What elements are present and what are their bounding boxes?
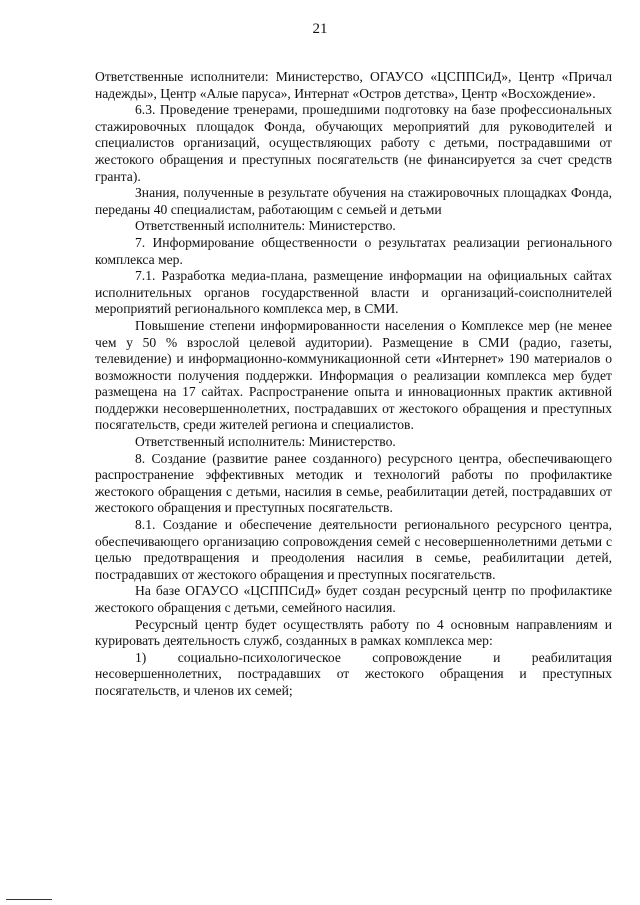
paragraph-resource-center-directions: Ресурсный центр будет осуществлять работу по 4 основным направлениям и курировать деятельность служб, созданных в рамках комплекса мер: (95, 616, 612, 649)
paragraph-responsible-executors: Ответственные исполнители: Министерство, ОГАУСО «ЦСППСиД», Центр «Причал надежды», Центр «Алые паруса», Интернат «Остров детства», Центр «Восхождение». (95, 69, 612, 101)
paragraph-item-8: 8. Создание (развитие ранее созданного) ресурсного центра, обеспечивающего распространение эффективных методик и технологий работы по профилактике жестокого обращения с детьми, насилия в семье, реабилитации детей, пострадавших от жестокого обращения и преступных посягательств. (95, 450, 612, 516)
paragraph-item-8-1: 8.1. Создание и обеспечение деятельности регионального ресурсного центра, обеспечивающего организацию сопровождения семей с несовершеннолетними детьми с целью предотвращения и преодоления насилия в семье, реабилитации детей, пострадавших от жестокого обращения и преступных посягательств. (95, 517, 612, 582)
paragraph-item-6-3: 6.3. Проведение тренерами, прошедшими подготовку на базе профессиональных стажировочных площадок Фонда, обучающих мероприятий для руководителей и специалистов организаций, осуществляющих работу с детьми, пострадавшими от жестокого обращения и преступных посягательств (не финансируется за счет средств гранта). (95, 102, 612, 184)
paragraph-awareness-result: Повышение степени информированности населения о Комплексе мер (не менее чем у 50 % взрослой целевой аудитории). Размещение в СМИ (радио, газеты, телевидение) и информационно-коммуникационной сети «Интернет» 190 материалов о возможности получения поддержки. Информация о реализации комплекса мер будет размещена на 17 сайтах. Распространение опыта и инновационных практик активной поддержки несовершеннолетних, пострадавших от жестокого обращения и преступных посягательств, среди жителей региона и специалистов. (95, 317, 612, 433)
paragraph-direction-1: 1) социально-психологическое сопровождение и реабилитация несовершеннолетних, пострадавших от жестокого обращения и преступных посягательств, и членов их семей; (95, 649, 612, 698)
page-number: 21 (312, 21, 328, 37)
paragraph-training-result: Знания, полученные в результате обучения на стажировочных площадках Фонда, переданы 40 специалистам, работающим с семьей и детьми (95, 185, 612, 217)
paragraph-resource-center-base: На базе ОГАУСО «ЦСППСиД» будет создан ресурсный центр по профилактике жестокого обращения с детьми, семейного насилия. (95, 583, 612, 615)
footnote-divider (6, 899, 52, 900)
document-body (95, 69, 612, 700)
paragraph-responsible-executor: Ответственный исполнитель: Министерство. (135, 434, 396, 450)
paragraph-responsible-executor: Ответственный исполнитель: Министерство. (135, 218, 396, 234)
paragraph-item-7-1: 7.1. Разработка медиа-плана, размещение информации на официальных сайтах исполнительных органов государственной власти и организаций-соисполнителей мероприятий регионального комплекса мер, в СМИ. (95, 268, 612, 317)
paragraph-item-7: 7. Информирование общественности о результатах реализации регионального комплекса мер. (95, 234, 612, 267)
